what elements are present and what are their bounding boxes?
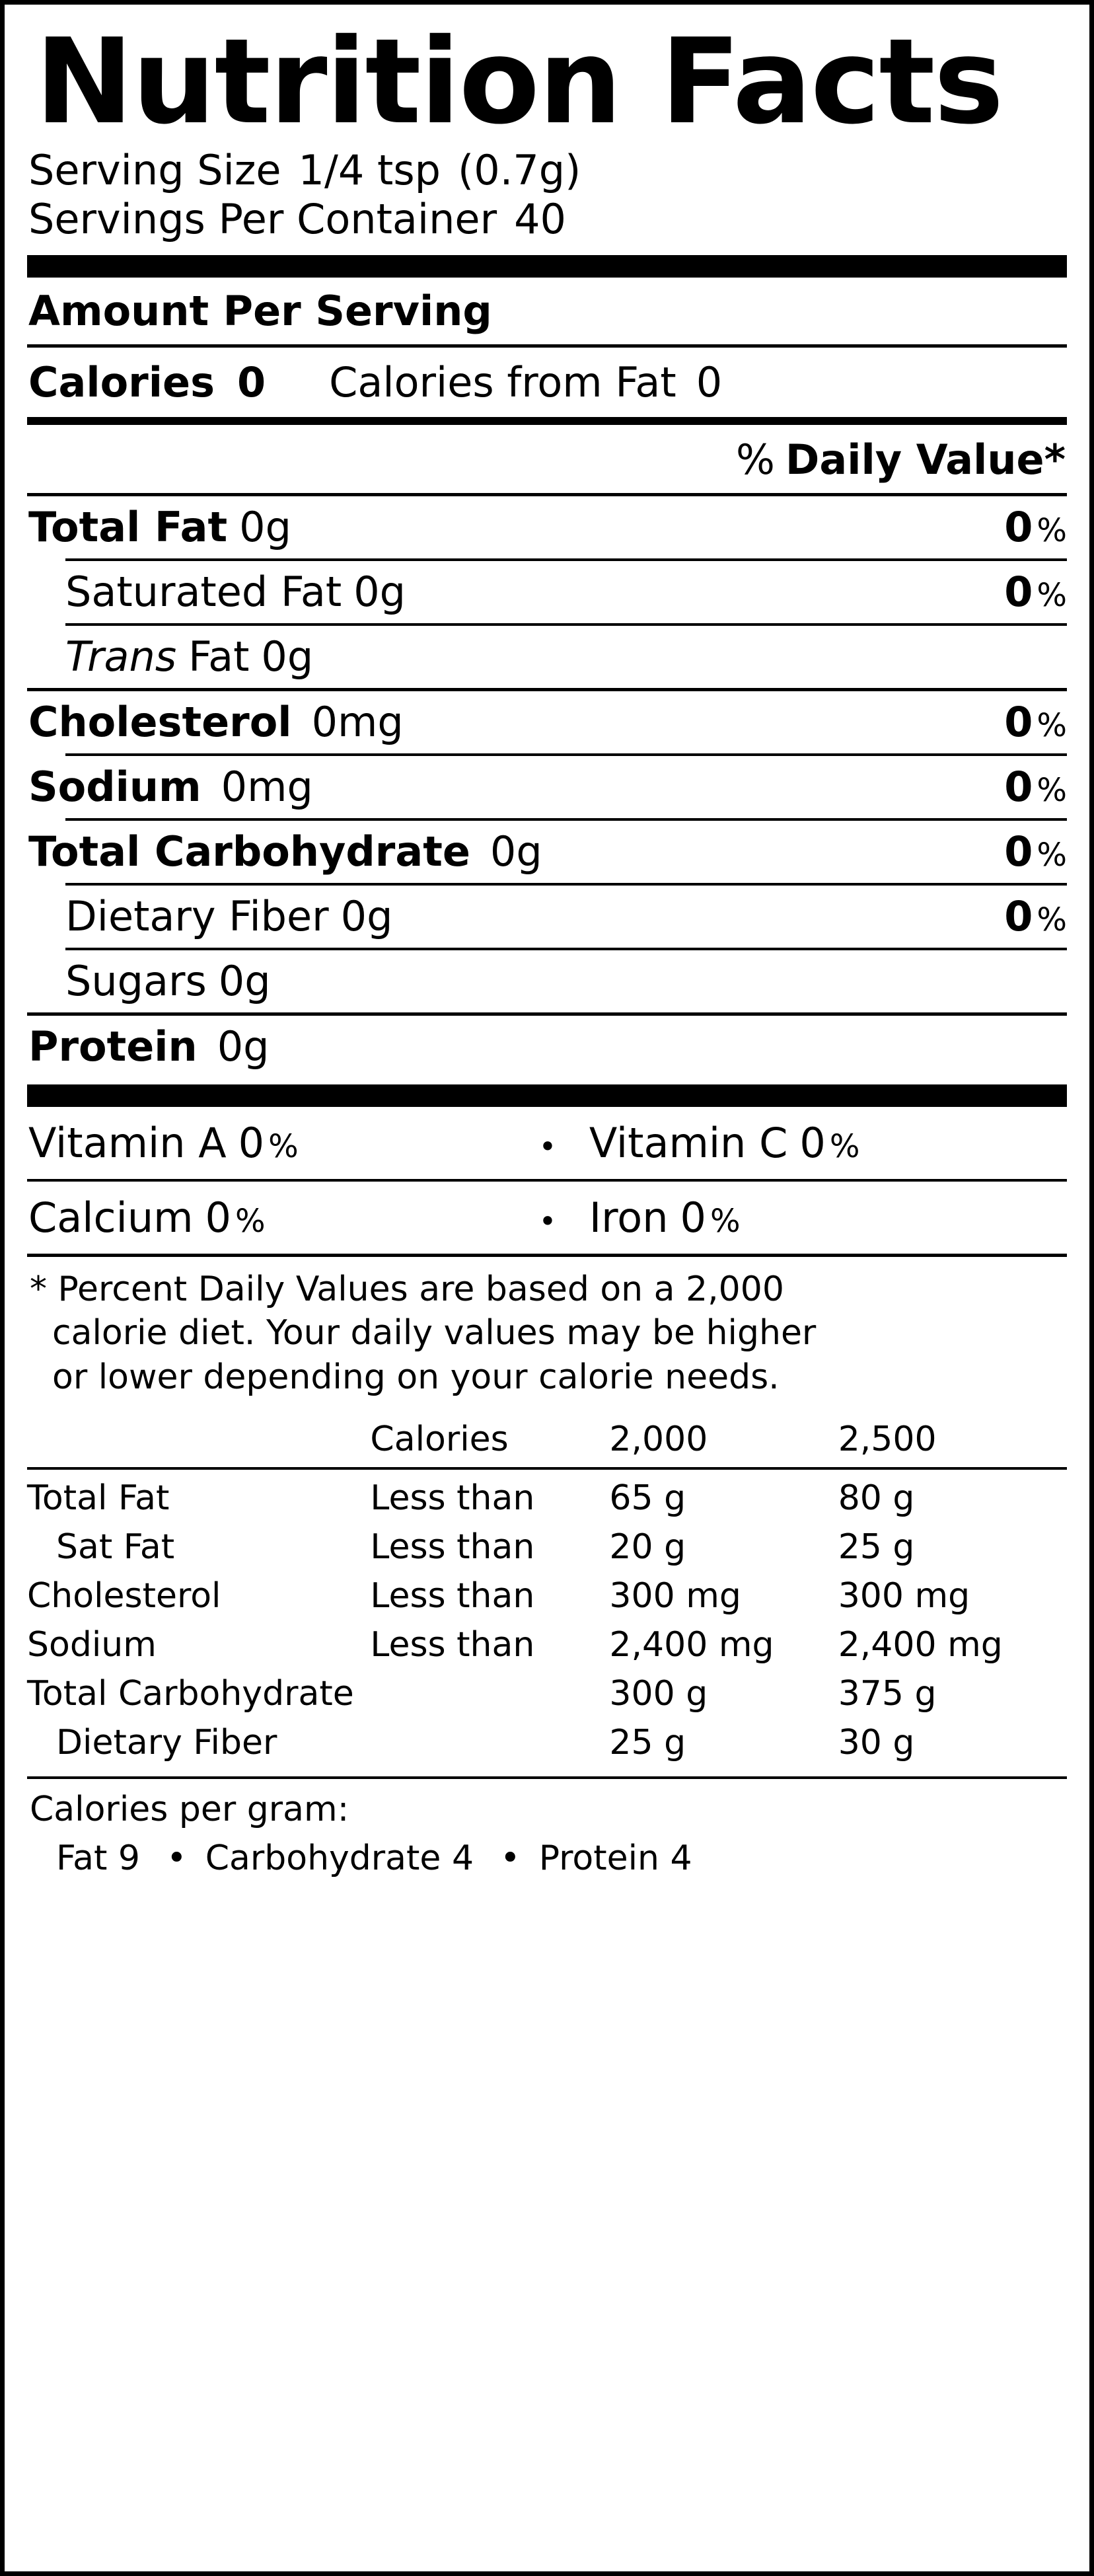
table-row [27, 1669, 1067, 1718]
table-row [27, 1620, 1067, 1669]
dv-row-qualifier: Less than [370, 1527, 535, 1568]
nutrient-row-trans-fat [27, 626, 1067, 688]
nutrient-row-sodium [27, 756, 1067, 818]
dv-row-qualifier: Less than [370, 1478, 535, 1519]
percent-symbol: % [268, 1127, 299, 1165]
divider-after-calories [27, 417, 1067, 425]
table-header-2500: 2,500 [838, 1420, 937, 1460]
daily-value-text: Daily Value* [785, 435, 1066, 484]
daily-values-body [27, 1474, 1067, 1767]
table-row [27, 1572, 1067, 1620]
daily-value-percent-sign: % [735, 435, 775, 484]
calories-label: Calories [28, 358, 215, 406]
vitamin-name: Vitamin C [589, 1118, 788, 1167]
nutrient-row-cholesterol [27, 691, 1067, 753]
vitamin-row-calcium-iron [27, 1182, 1067, 1254]
percent-symbol: % [829, 1127, 860, 1165]
nutrient-row-total-fat [27, 496, 1067, 558]
dv-row-name: Dietary Fiber [56, 1723, 277, 1763]
nutrient-name: Sodium [28, 762, 201, 811]
table-header-blank [27, 1415, 370, 1467]
nutrient-name-secondary: Fat [188, 632, 250, 681]
nutrient-amount: 0mg [311, 697, 404, 746]
vitamin-name: Iron [589, 1193, 669, 1242]
divider-dv-table-header [27, 1467, 1067, 1470]
dv-row-value-2500: 300 mg [838, 1576, 970, 1616]
bullet-icon: • [538, 1128, 557, 1164]
dv-row-value-2500: 80 g [838, 1478, 915, 1519]
vitamin-value: 0 [205, 1193, 231, 1242]
table-row [27, 1718, 1067, 1767]
servings-per-container-line [28, 195, 1067, 244]
calories-per-gram-values [27, 1833, 1067, 1885]
calories-row [27, 348, 1067, 417]
table-header-calories: Calories [370, 1420, 509, 1460]
daily-values-table [27, 1415, 1067, 1467]
percent-symbol: % [1037, 901, 1067, 938]
vitamin-value: 0 [238, 1118, 265, 1167]
dv-row-name: Total Carbohydrate [27, 1674, 354, 1714]
percent-symbol: % [1037, 771, 1067, 809]
serving-size-label: Serving Size [28, 146, 281, 194]
dv-row-value-2500: 2,400 mg [838, 1625, 1003, 1665]
divider-thick-vitamins [27, 1084, 1067, 1107]
nutrient-row-saturated-fat [27, 561, 1067, 623]
nutrient-row-dietary-fiber [27, 886, 1067, 948]
nutrient-row-sugars [27, 950, 1067, 1012]
bullet-icon: • [538, 1203, 557, 1239]
nutrient-name: Protein [28, 1022, 198, 1071]
dv-row-qualifier [370, 1669, 609, 1718]
calories-from-fat-value: 0 [696, 358, 723, 406]
cpg-fat: Fat 9 [56, 1838, 141, 1879]
percent-symbol: % [1037, 836, 1067, 874]
dv-row-value-2000: 25 g [609, 1723, 686, 1763]
nutrient-amount: 0mg [221, 762, 313, 811]
nutrient-dv: 0 [1004, 891, 1033, 940]
cpg-carbohydrate: Carbohydrate 4 [205, 1838, 474, 1879]
nutrient-dv: 0 [1004, 697, 1033, 746]
dv-row-value-2000: 65 g [609, 1478, 686, 1519]
serving-size-value: 1/4 tsp [298, 146, 441, 194]
servings-per-container-value: 40 [514, 195, 566, 244]
nutrient-dv: 0 [1004, 762, 1033, 811]
amount-per-serving: Amount Per Serving [28, 286, 492, 335]
percent-symbol: % [235, 1202, 266, 1240]
calories-from-fat-label: Calories from Fat [329, 358, 676, 406]
servings-per-container-label: Servings Per Container [28, 195, 497, 244]
dv-row-value-2500: 25 g [838, 1527, 915, 1568]
nutrient-name: Total Carbohydrate [28, 827, 470, 876]
vitamin-row-a-c [27, 1107, 1067, 1179]
nutrient-name: Sugars [65, 956, 207, 1005]
nutrient-amount: 0g [239, 502, 291, 551]
nutrient-name: Dietary Fiber [65, 891, 329, 940]
footnote-line-1: * Percent Daily Values are based on a 2,000 [30, 1269, 784, 1309]
dv-row-value-2500: 375 g [838, 1674, 937, 1714]
dv-row-qualifier: Less than [370, 1576, 535, 1616]
nutrient-dv: 0 [1004, 827, 1033, 876]
table-header-2000: 2,000 [609, 1420, 708, 1460]
dv-row-qualifier [370, 1718, 609, 1767]
nutrient-dv: 0 [1004, 567, 1033, 616]
dv-row-value-2000: 300 mg [609, 1576, 741, 1616]
percent-symbol: % [1037, 706, 1067, 744]
calories-value: 0 [237, 358, 266, 406]
nutrient-dv: 0 [1004, 502, 1033, 551]
dv-row-value-2000: 20 g [609, 1527, 686, 1568]
vitamin-value: 0 [799, 1118, 826, 1167]
nutrient-amount: 0g [261, 632, 314, 681]
dv-row-name: Cholesterol [27, 1576, 221, 1616]
nutrient-amount: 0g [218, 956, 271, 1005]
nutrient-name: Total Fat [28, 502, 228, 551]
dv-row-value-2000: 300 g [609, 1674, 708, 1714]
dv-row-name: Sat Fat [56, 1527, 175, 1568]
vitamin-value: 0 [680, 1193, 706, 1242]
percent-symbol: % [1037, 511, 1067, 549]
serving-size-metric: (0.7g) [458, 146, 581, 194]
daily-value-header [27, 425, 1067, 493]
footnote-line-2: calorie diet. Your daily values may be higher [52, 1313, 817, 1353]
nutrient-amount: 0g [217, 1022, 270, 1071]
vitamin-name: Calcium [28, 1193, 194, 1242]
percent-symbol: % [710, 1202, 741, 1240]
nutrient-name: Saturated Fat [65, 567, 342, 616]
nutrient-amount: 0g [353, 567, 406, 616]
nutrient-row-total-carbohydrate [27, 821, 1067, 883]
dv-row-value-2000: 2,400 mg [609, 1625, 774, 1665]
dv-row-value-2500: 30 g [838, 1723, 915, 1763]
nutrient-amount: 0g [340, 891, 393, 940]
dv-row-qualifier: Less than [370, 1625, 535, 1665]
nutrient-row-protein [27, 1016, 1067, 1078]
divider-thick-top [27, 255, 1067, 278]
footnote-line-3: or lower depending on your calorie needs. [52, 1357, 780, 1397]
calories-per-gram-label: Calories per gram: [30, 1790, 349, 1830]
dv-row-name: Total Fat [27, 1478, 170, 1519]
percent-symbol: % [1037, 576, 1067, 614]
footnote [27, 1257, 1067, 1406]
vitamin-name: Vitamin A [28, 1118, 227, 1167]
table-header-row [27, 1415, 1067, 1467]
dv-row-name: Sodium [27, 1625, 157, 1665]
serving-size-line [28, 146, 1067, 195]
bullet-icon: • [166, 1838, 187, 1879]
nutrient-name: Trans [65, 632, 177, 681]
table-row [27, 1523, 1067, 1572]
bullet-icon: • [500, 1838, 521, 1879]
cpg-protein: Protein 4 [538, 1838, 692, 1879]
nutrient-name: Cholesterol [28, 697, 292, 746]
table-row [27, 1474, 1067, 1523]
page-title: Nutrition Facts [35, 13, 1003, 150]
nutrient-amount: 0g [490, 827, 542, 876]
